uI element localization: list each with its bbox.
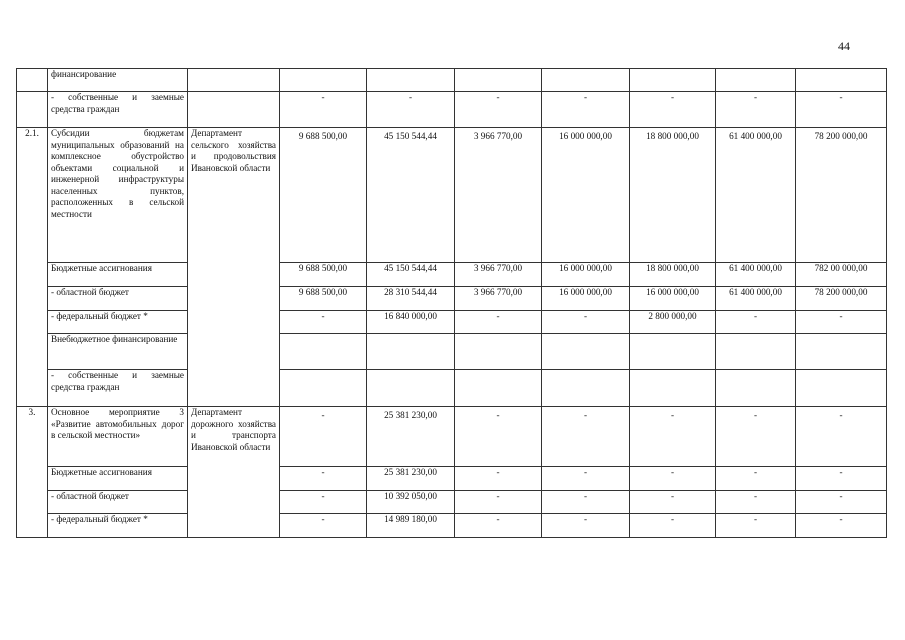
value-cell: - (455, 92, 542, 128)
row-label: - собственные и заемные средства граждан (48, 370, 188, 407)
item-number: 2.1. (17, 128, 48, 407)
value-cell: - (630, 92, 716, 128)
value-cell: - (455, 311, 542, 334)
department-cell: Департамент сельского хозяйства и продовольствия Ивановской области (188, 128, 280, 407)
value-cell: 3 966 770,00 (455, 128, 542, 263)
value-cell: 18 800 000,00 (630, 263, 716, 287)
table-row (17, 334, 887, 370)
value-cell (455, 370, 542, 407)
value-cell: - (542, 311, 630, 334)
value-cell: - (455, 491, 542, 514)
value-cell: - (280, 92, 367, 128)
value-cell (630, 69, 716, 92)
row-label: Бюджетные ассигнования (48, 467, 188, 491)
budget-table (16, 68, 887, 538)
value-cell: 16 000 000,00 (542, 128, 630, 263)
value-cell: 78 200 000,00 (796, 128, 887, 263)
table-row (17, 467, 887, 491)
value-cell: 9 688 500,00 (280, 287, 367, 311)
value-cell (716, 334, 796, 370)
value-cell: - (455, 467, 542, 491)
value-cell: - (542, 467, 630, 491)
row-label: - федеральный бюджет * (48, 514, 188, 538)
value-cell: - (542, 491, 630, 514)
value-cell: - (542, 92, 630, 128)
value-cell: 61 400 000,00 (716, 287, 796, 311)
value-cell (280, 370, 367, 407)
table-row (17, 370, 887, 407)
row-label: финансирование (48, 69, 188, 92)
value-cell (630, 334, 716, 370)
table-row (17, 311, 887, 334)
department-cell (188, 69, 280, 92)
value-cell: - (280, 491, 367, 514)
value-cell: 61 400 000,00 (716, 128, 796, 263)
table-row (17, 514, 887, 538)
table-row (17, 263, 887, 287)
value-cell: - (796, 467, 887, 491)
value-cell: - (796, 514, 887, 538)
value-cell: - (367, 92, 455, 128)
item-title: Основное мероприятие 3 «Развитие автомобильных дорог в сельской местности» (48, 407, 188, 467)
value-cell: - (796, 491, 887, 514)
table-row (17, 287, 887, 311)
value-cell: 14 989 180,00 (367, 514, 455, 538)
value-cell (716, 370, 796, 407)
value-cell (796, 69, 887, 92)
value-cell (796, 334, 887, 370)
row-label: - федеральный бюджет * (48, 311, 188, 334)
value-cell (280, 334, 367, 370)
value-cell: 28 310 544,44 (367, 287, 455, 311)
value-cell: - (716, 92, 796, 128)
row-label: - областной бюджет (48, 287, 188, 311)
value-cell: 25 381 230,00 (367, 407, 455, 467)
table-row (17, 407, 887, 467)
department-cell: Департамент дорожного хозяйства и транспорта Ивановской области (188, 407, 280, 538)
value-cell: - (542, 514, 630, 538)
value-cell: - (716, 311, 796, 334)
value-cell: - (796, 311, 887, 334)
value-cell: - (455, 514, 542, 538)
number-cell (17, 92, 48, 128)
value-cell: - (716, 514, 796, 538)
item-number: 3. (17, 407, 48, 538)
value-cell: 16 000 000,00 (542, 287, 630, 311)
value-cell: 25 381 230,00 (367, 467, 455, 491)
value-cell: - (455, 407, 542, 467)
value-cell: 16 000 000,00 (630, 287, 716, 311)
value-cell (455, 69, 542, 92)
value-cell: 9 688 500,00 (280, 263, 367, 287)
value-cell (542, 69, 630, 92)
value-cell: - (542, 407, 630, 467)
table-row (17, 491, 887, 514)
value-cell: 16 840 000,00 (367, 311, 455, 334)
value-cell: 61 400 000,00 (716, 263, 796, 287)
value-cell: - (716, 491, 796, 514)
value-cell: 45 150 544,44 (367, 128, 455, 263)
value-cell: - (630, 514, 716, 538)
value-cell: - (796, 92, 887, 128)
value-cell (367, 370, 455, 407)
value-cell (455, 334, 542, 370)
value-cell: 3 966 770,00 (455, 287, 542, 311)
row-label: Бюджетные ассигнования (48, 263, 188, 287)
value-cell (630, 370, 716, 407)
value-cell (367, 334, 455, 370)
value-cell: - (280, 311, 367, 334)
table-row (17, 92, 887, 128)
value-cell: 45 150 544,44 (367, 263, 455, 287)
value-cell: - (280, 407, 367, 467)
item-title: Субсидии бюджетам муниципальных образований на комплексное обустройство объектами социальной и инженерной инфраструктуры населенных пунктов, расположенных в сельской местности (48, 128, 188, 263)
value-cell (280, 69, 367, 92)
value-cell: - (630, 491, 716, 514)
value-cell: - (716, 467, 796, 491)
value-cell: 2 800 000,00 (630, 311, 716, 334)
value-cell: - (280, 467, 367, 491)
value-cell: 16 000 000,00 (542, 263, 630, 287)
value-cell: - (796, 407, 887, 467)
row-label: - собственные и заемные средства граждан (48, 92, 188, 128)
value-cell: - (630, 407, 716, 467)
value-cell: 18 800 000,00 (630, 128, 716, 263)
number-cell (17, 69, 48, 92)
page-number: 44 (838, 39, 850, 53)
value-cell: 78 200 000,00 (796, 287, 887, 311)
value-cell: 10 392 050,00 (367, 491, 455, 514)
value-cell: 9 688 500,00 (280, 128, 367, 263)
value-cell (542, 334, 630, 370)
row-label: Внебюджетное финансирование (48, 334, 188, 370)
value-cell: - (716, 407, 796, 467)
value-cell (796, 370, 887, 407)
department-cell (188, 92, 280, 128)
table-row (17, 69, 887, 92)
value-cell: - (630, 467, 716, 491)
value-cell: 3 966 770,00 (455, 263, 542, 287)
value-cell (716, 69, 796, 92)
value-cell (542, 370, 630, 407)
value-cell (367, 69, 455, 92)
row-label: - областной бюджет (48, 491, 188, 514)
value-cell: - (280, 514, 367, 538)
value-cell: 782 00 000,00 (796, 263, 887, 287)
table-row (17, 128, 887, 263)
